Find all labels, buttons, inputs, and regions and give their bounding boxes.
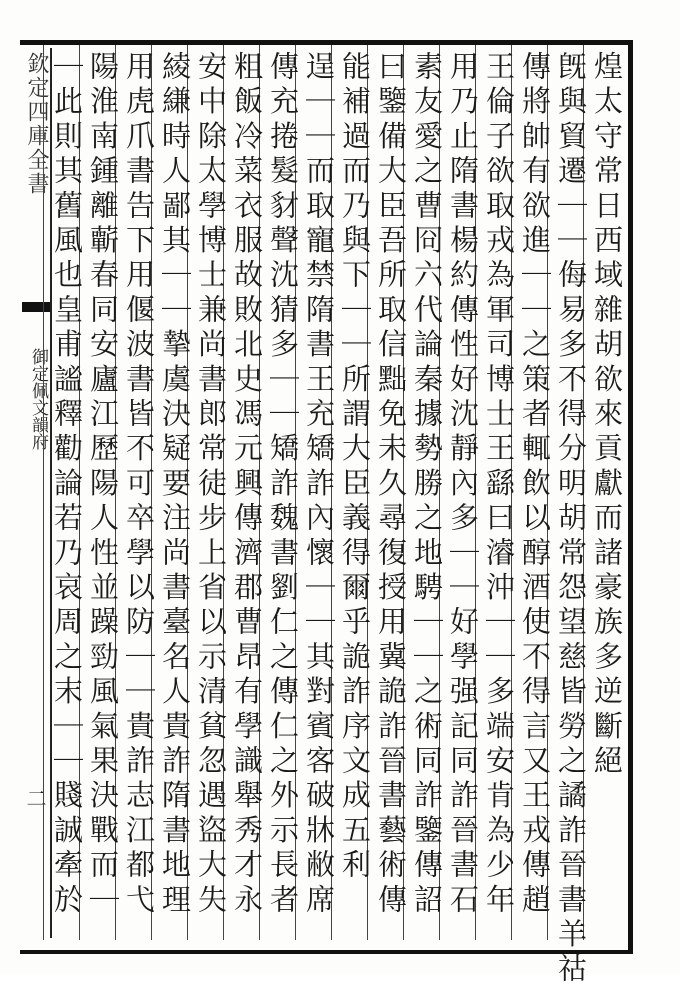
text-column-10: 傳充捲髮豺聲沈猜多｜｜矯詐魏書劉仁之傳仁之外示長者 <box>259 45 305 940</box>
text-column-13: 綾縑時人鄙其｜｜摯虞決疑要注尚書臺名人貴詐隋書地理 <box>151 45 197 940</box>
text-column-2: 旣與貿遷｜｜侮易多不得分明胡常怨望慈皆勞之譎詐晉書羊祜 <box>547 45 593 940</box>
text-column-6: 素友愛之曹冏六代論秦據勢勝之地騁｜｜之術同詐鑒傳詔 <box>403 45 449 940</box>
text-column-15: 陽淮南鍾離蘄春同安廬江歷陽人性並躁勁風氣果決戰而｜ <box>79 45 125 940</box>
text-column-14: 用虎爪書告下用偃波書皆不可卒學以防｜｜貴詐志江都弋 <box>115 45 161 940</box>
text-column-5: 用乃止隋書楊約傳性好沈靜內多｜｜好學强記同詐晉書石 <box>439 45 485 940</box>
text-column-8: 能補過而乃與下｜｜所謂大臣義得爾乎詭詐序文成五利 <box>331 45 377 940</box>
text-columns <box>50 45 628 988</box>
text-column-11: 粗飯冷菜衣服故敗北史馮元興傳濟郡曹昂有學識舉秀才永 <box>223 45 269 940</box>
book-title: 欽定四庫全書 <box>24 52 49 196</box>
text-column-7: 曰鑒備大臣吾所取信黜免未久尋復授用冀詭詐晉書藝術傳 <box>367 45 413 940</box>
text-column-9: 逞｜｜而取寵禁隋書王充矯詐內懷｜｜其對賓客破牀敝席 <box>295 45 341 940</box>
text-column-1: 煌太守常日西域雜胡欲來貢獻而諸豪族多逆斷絕 <box>583 45 629 940</box>
text-column-16: ｜此則其舊風也皇甫謐釋勸論若乃哀周之末｜｜賤誠牽於 <box>43 45 89 940</box>
text-column-12: 安中除太學博士兼尚書郎常徒步上省以示清貧忽遇盜大失 <box>187 45 233 940</box>
folio-number: 二 <box>23 788 47 808</box>
text-column-4: 王倫子欲取戎為軍司博士王繇曰濬沖｜｜多端安肯為少年 <box>475 45 521 940</box>
text-column-3: 傳將帥有欲進｜｜之策者輒飲以醇酒使不得言又王戎傳趙 <box>511 45 557 940</box>
section-title: 御定佩文韻府 <box>28 348 48 450</box>
